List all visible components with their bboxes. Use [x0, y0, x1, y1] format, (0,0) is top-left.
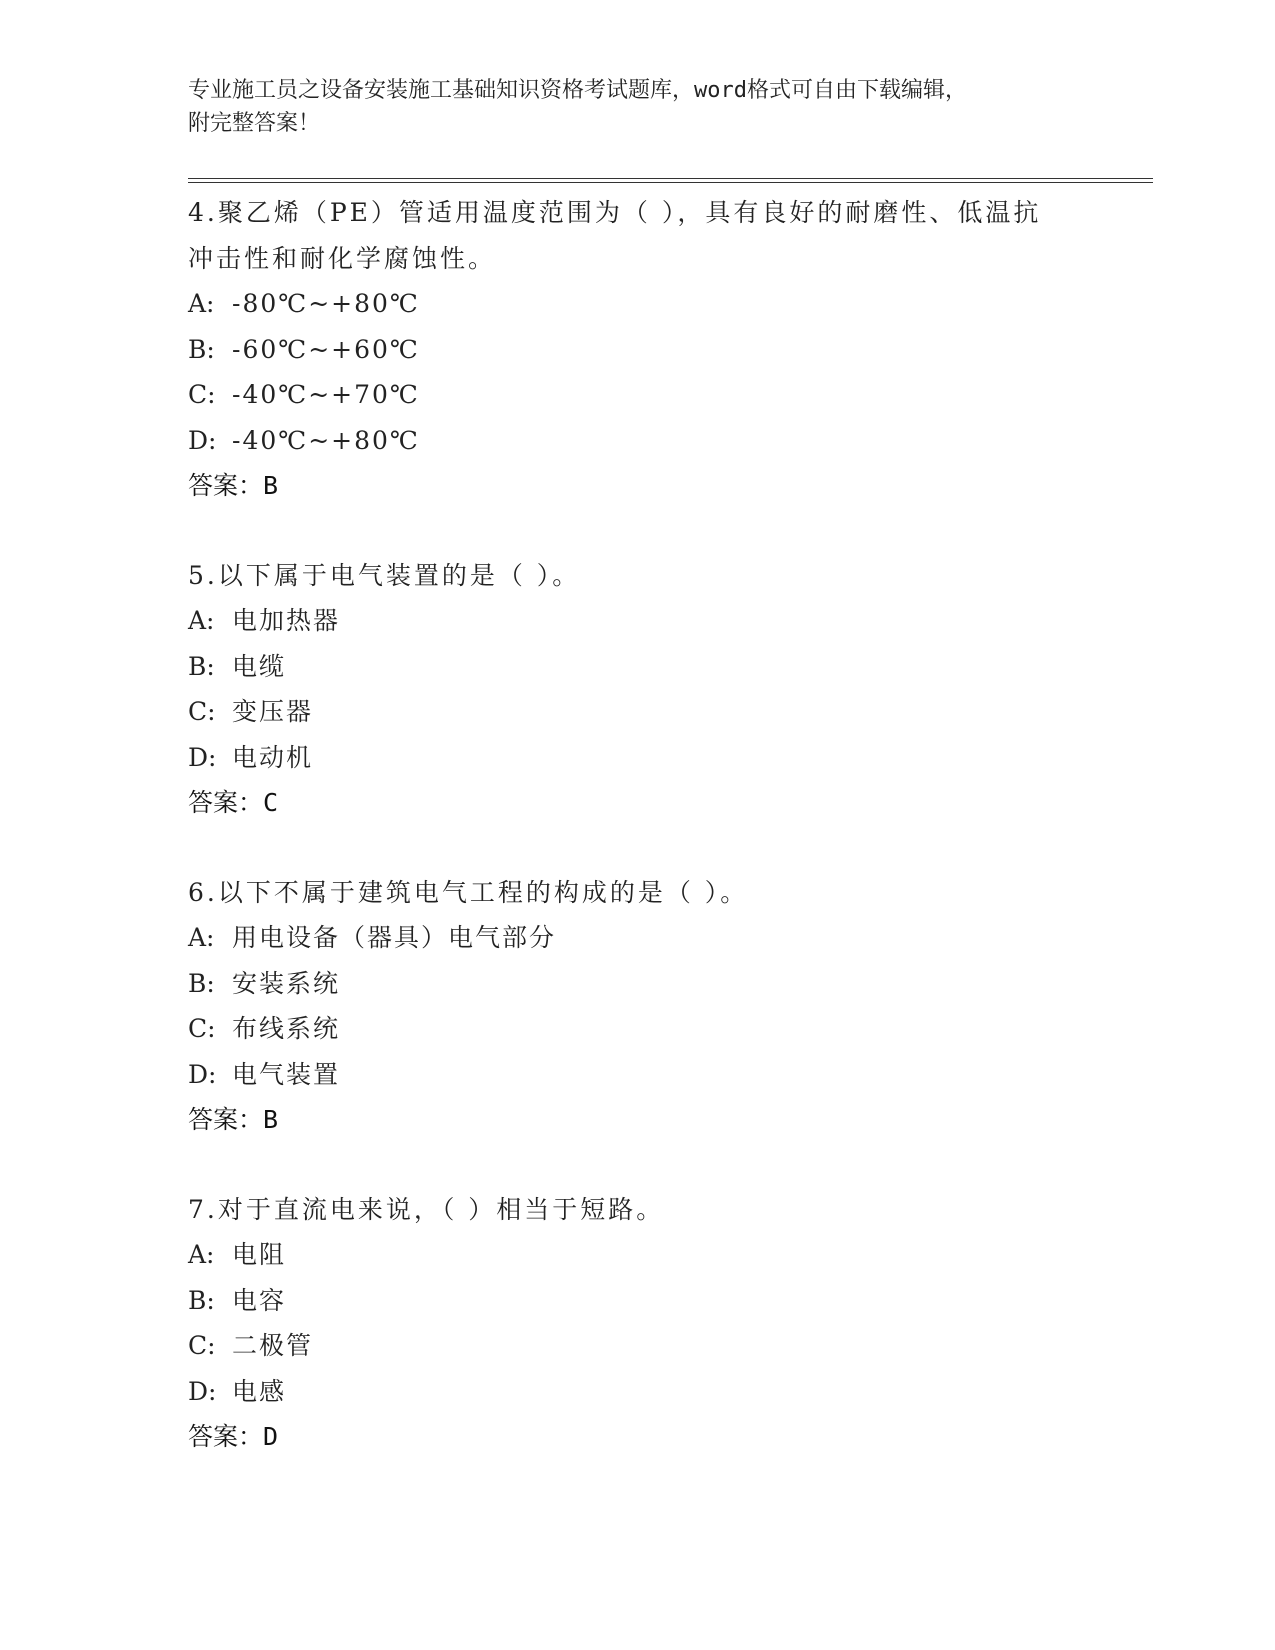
option-label: A:	[188, 289, 215, 318]
option-label: B:	[188, 651, 215, 681]
option-a	[188, 1232, 1148, 1278]
option-text: -80℃~+80℃	[232, 289, 420, 318]
question-text	[188, 870, 1148, 916]
option-text: 电加热器	[232, 606, 341, 635]
question-text	[188, 1187, 1148, 1233]
question-4	[188, 190, 1148, 509]
option-d	[188, 418, 1148, 464]
option-b	[188, 1278, 1148, 1324]
option-label: B:	[188, 968, 215, 998]
option-text: 电动机	[232, 742, 314, 772]
question-5	[188, 553, 1148, 826]
option-text: 二极管	[232, 1331, 314, 1360]
option-b	[188, 961, 1148, 1007]
option-c	[188, 689, 1148, 735]
option-label: A:	[188, 606, 215, 635]
option-label: D:	[188, 1376, 217, 1406]
option-b	[188, 327, 1148, 373]
question-6	[188, 870, 1148, 1143]
question-text-line: 6.以下不属于建筑电气工程的构成的是（ ）。	[188, 877, 749, 907]
option-label: B:	[188, 1285, 215, 1315]
option-label: C:	[188, 380, 216, 409]
option-text: 电感	[232, 1376, 287, 1406]
option-c	[188, 1006, 1148, 1052]
option-text: 电气装置	[232, 1059, 341, 1089]
option-text: -40℃~+80℃	[232, 425, 420, 455]
option-a	[188, 281, 1148, 327]
answer-line: 答案：B	[188, 471, 279, 500]
option-a	[188, 915, 1148, 961]
option-label: A:	[188, 923, 215, 952]
answer-line: 答案：B	[188, 1105, 279, 1134]
option-label: C:	[188, 1331, 216, 1360]
option-label: D:	[188, 1059, 217, 1089]
option-label: A:	[188, 1240, 215, 1269]
option-label: C:	[188, 697, 216, 726]
option-label: B:	[188, 334, 215, 364]
option-text: -40℃~+70℃	[232, 380, 420, 409]
header-line-2: 附完整答案！	[188, 111, 321, 136]
option-d	[188, 1369, 1148, 1415]
question-text	[188, 553, 1148, 599]
header-divider	[188, 178, 1153, 183]
option-a	[188, 598, 1148, 644]
option-text: 布线系统	[232, 1014, 341, 1043]
question-text-line: 冲击性和耐化学腐蚀性。	[188, 243, 497, 273]
option-label: D:	[188, 742, 217, 772]
option-text: 电阻	[232, 1240, 287, 1269]
question-text	[188, 190, 1148, 281]
option-text: 电缆	[232, 651, 287, 681]
option-c	[188, 1323, 1148, 1369]
header-line-1: 专业施工员之设备安装施工基础知识资格考试题库，word格式可自由下载编辑，	[188, 78, 967, 103]
option-label: C:	[188, 1014, 216, 1043]
option-c	[188, 372, 1148, 418]
option-label: D:	[188, 425, 217, 455]
option-text: -60℃~+60℃	[232, 334, 420, 364]
answer-line: 答案：D	[188, 1422, 279, 1451]
question-text-line: 4.聚乙烯（PE）管适用温度范围为（ ），具有良好的耐磨性、低温抗	[188, 198, 1042, 227]
option-text: 电容	[232, 1285, 287, 1315]
option-d	[188, 1052, 1148, 1098]
question-7	[188, 1187, 1148, 1460]
option-text: 用电设备（器具）电气部分	[232, 923, 557, 952]
question-text-line: 5.以下属于电气装置的是（ ）。	[188, 560, 581, 590]
option-text: 变压器	[232, 697, 314, 726]
option-d	[188, 735, 1148, 781]
document-header	[188, 74, 1068, 140]
question-list	[188, 190, 1148, 1504]
answer-line: 答案：C	[188, 788, 279, 817]
option-text: 安装系统	[232, 968, 341, 998]
option-b	[188, 644, 1148, 690]
question-text-line: 7.对于直流电来说，（ ）相当于短路。	[188, 1194, 665, 1224]
